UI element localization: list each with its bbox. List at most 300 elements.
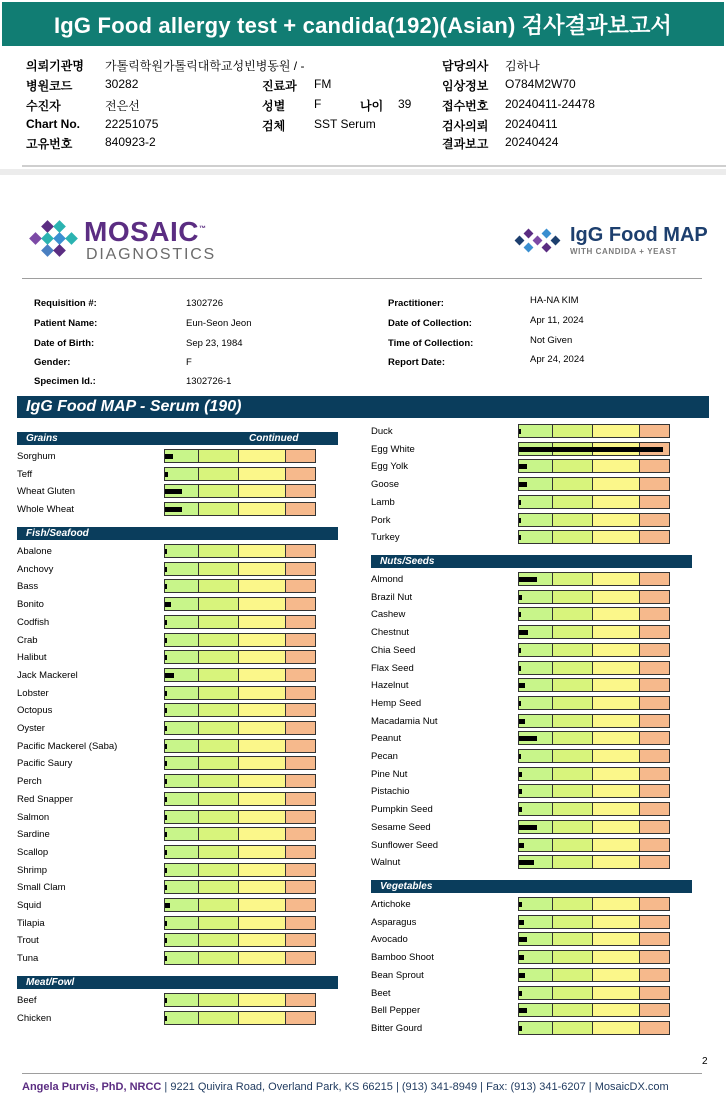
bar-zone: [593, 573, 640, 585]
bar-zone: [286, 793, 315, 805]
header-field-value: 20240424: [505, 135, 559, 149]
bar-zone: [553, 768, 593, 780]
bar-zone: [593, 697, 640, 709]
header-field-value: 30282: [105, 77, 139, 91]
igg-level-bar: [518, 1003, 670, 1017]
bar-zone: [286, 545, 315, 557]
bar-zone: [239, 687, 286, 699]
igg-level-fill: [165, 454, 173, 459]
bar-zone: [640, 478, 669, 490]
food-item-label: Goose: [371, 479, 399, 491]
patient-info-value: Eun-Seon Jeon: [186, 318, 252, 329]
igg-level-bar: [164, 863, 316, 877]
igg-level-bar: [518, 915, 670, 929]
bar-zone: [199, 687, 239, 699]
bar-zone: [165, 722, 199, 734]
bar-zone: [239, 899, 286, 911]
bar-zone: [286, 563, 315, 575]
food-item-label: Pacific Mackerel (Saba): [17, 740, 118, 752]
header-field-label: 검사의뢰: [442, 119, 489, 133]
igg-level-fill: [165, 549, 167, 554]
bar-zone: [593, 916, 640, 928]
bar-zone: [553, 626, 593, 638]
bar-zone: [239, 881, 286, 893]
igg-level-bar: [164, 502, 316, 516]
igg-level-bar: [164, 993, 316, 1007]
igg-level-fill: [519, 648, 521, 653]
igg-level-bar: [164, 916, 316, 930]
igg-level-fill: [165, 638, 167, 643]
igg-level-fill: [165, 797, 167, 802]
bar-zone: [199, 740, 239, 752]
bar-zone: [286, 598, 315, 610]
igg-level-bar: [164, 650, 316, 664]
bar-zone: [199, 846, 239, 858]
igg-level-bar: [518, 838, 670, 852]
bar-zone: [286, 634, 315, 646]
igg-level-bar: [518, 607, 670, 621]
igg-level-fill: [519, 789, 522, 794]
bar-zone: [286, 503, 315, 515]
bar-zone: [199, 811, 239, 823]
diagnostics-wordmark: DIAGNOSTICS: [86, 246, 217, 263]
bar-zone: [519, 898, 553, 910]
igg-level-bar: [518, 932, 670, 946]
category-title: Fish/Seafood: [26, 528, 89, 539]
food-item-label: Artichoke: [371, 899, 411, 910]
food-item-label: Codfish: [17, 616, 50, 628]
header-field-label: 접수번호: [442, 99, 489, 113]
category-title: Nuts/Seeds: [380, 556, 435, 567]
igg-level-fill: [165, 655, 167, 660]
bar-zone: [593, 591, 640, 603]
bar-zone: [640, 460, 669, 472]
bar-zone: [593, 662, 640, 674]
food-item-label: Bass: [17, 581, 39, 593]
igg-level-fill: [519, 612, 521, 617]
igg-level-fill: [165, 868, 167, 873]
bar-zone: [553, 662, 593, 674]
igg-level-bar: [164, 449, 316, 463]
bar-zone: [640, 951, 669, 963]
food-item-label: Pine Nut: [371, 768, 408, 780]
bar-zone: [199, 952, 239, 964]
bar-zone: [553, 591, 593, 603]
category-header-nuts: [371, 555, 692, 568]
bar-zone: [640, 969, 669, 981]
bar-zone: [199, 722, 239, 734]
igg-level-bar: [164, 1011, 316, 1025]
bar-zone: [165, 757, 199, 769]
igg-level-fill: [165, 779, 167, 784]
food-item-label: Bonito: [17, 599, 44, 611]
patient-info-label: Date of Collection:: [388, 318, 472, 329]
bar-zone: [640, 715, 669, 727]
food-item-label: Turkey: [371, 532, 400, 544]
bar-zone: [199, 793, 239, 805]
category-title: Vegetables: [380, 881, 433, 892]
igg-level-bar: [518, 855, 670, 869]
bar-zone: [640, 573, 669, 585]
igg-level-bar: [518, 625, 670, 639]
bar-zone: [239, 616, 286, 628]
patient-info-value: Apr 11, 2024: [530, 315, 584, 326]
food-item-label: Scallop: [17, 846, 49, 858]
food-item-label: Small Clam: [17, 882, 66, 894]
bar-zone: [199, 580, 239, 592]
bar-zone: [593, 679, 640, 691]
bar-zone: [239, 828, 286, 840]
footer-contact: | 9221 Quivira Road, Overland Park, KS 66215 | (913) 341-8949 | Fax: (913) 341-6207 | MosaicDX.com: [161, 1081, 669, 1093]
bar-zone: [199, 994, 239, 1006]
bar-zone: [165, 651, 199, 663]
bar-zone: [519, 839, 553, 851]
bar-zone: [593, 644, 640, 656]
food-item-label: Lobster: [17, 687, 49, 699]
bar-zone: [640, 644, 669, 656]
igg-level-fill: [519, 429, 521, 434]
bar-zone: [239, 775, 286, 787]
bar-zone: [640, 750, 669, 762]
igg-level-bar: [518, 590, 670, 604]
bar-zone: [640, 933, 669, 945]
food-item-label: Wheat Gluten: [17, 486, 76, 498]
header-field-label: 결과보고: [442, 137, 489, 151]
bar-zone: [593, 987, 640, 999]
bar-zone: [199, 757, 239, 769]
igg-level-fill: [519, 973, 525, 978]
igg-level-bar: [518, 820, 670, 834]
bar-zone: [519, 531, 553, 543]
mosaic-wordmark: MOSAIC™: [84, 216, 207, 247]
igg-level-bar: [518, 442, 670, 456]
bar-zone: [553, 987, 593, 999]
food-item-label: Bitter Gourd: [371, 1022, 423, 1034]
bar-zone: [239, 952, 286, 964]
bar-zone: [553, 839, 593, 851]
bar-zone: [553, 573, 593, 585]
igg-level-fill: [519, 991, 522, 996]
bar-zone: [165, 740, 199, 752]
igg-level-bar: [164, 898, 316, 912]
igg-level-fill: [519, 482, 527, 487]
header-field-label: 담당의사: [442, 59, 489, 73]
bar-zone: [286, 994, 315, 1006]
bar-zone: [239, 503, 286, 515]
igg-level-fill: [165, 620, 167, 625]
bar-zone: [286, 775, 315, 787]
bar-zone: [239, 580, 286, 592]
footer-name: Angela Purvis, PhD, NRCC: [22, 1081, 162, 1093]
igg-level-fill: [519, 772, 522, 777]
igg-level-bar: [164, 579, 316, 593]
food-item-label: Lamb: [371, 496, 395, 508]
bar-zone: [286, 917, 315, 929]
igg-level-bar: [164, 951, 316, 965]
igg-level-bar: [518, 784, 670, 798]
bar-zone: [593, 514, 640, 526]
igg-level-fill: [165, 1016, 167, 1021]
bar-zone: [593, 608, 640, 620]
bar-zone: [199, 917, 239, 929]
bar-zone: [165, 864, 199, 876]
bar-zone: [239, 704, 286, 716]
bar-zone: [239, 846, 286, 858]
bar-zone: [286, 828, 315, 840]
food-item-label: Whole Wheat: [17, 504, 75, 516]
patient-info-value: 1302726-1: [186, 376, 232, 387]
bar-zone: [239, 793, 286, 805]
bar-zone: [165, 563, 199, 575]
food-item-label: Chicken: [17, 1012, 52, 1024]
igg-level-bar: [518, 678, 670, 692]
igg-level-fill: [165, 885, 167, 890]
bar-zone: [165, 704, 199, 716]
bar-zone: [239, 485, 286, 497]
food-item-label: Teff: [17, 468, 33, 480]
bar-zone: [640, 697, 669, 709]
bar-zone: [553, 425, 593, 437]
bar-zone: [286, 846, 315, 858]
bar-zone: [593, 821, 640, 833]
igg-level-bar: [164, 827, 316, 841]
bar-zone: [593, 1022, 640, 1034]
bar-zone: [165, 846, 199, 858]
header-field-label: 수진자: [26, 99, 61, 113]
bar-zone: [553, 679, 593, 691]
igg-level-bar: [518, 714, 670, 728]
bar-zone: [593, 898, 640, 910]
igg-level-fill: [165, 938, 167, 943]
bar-zone: [199, 1012, 239, 1024]
bar-zone: [239, 563, 286, 575]
food-item-label: Crab: [17, 634, 38, 646]
food-item-label: Tuna: [17, 953, 39, 965]
bar-zone: [199, 899, 239, 911]
page-number: 2: [702, 1056, 708, 1067]
bar-zone: [593, 969, 640, 981]
bar-zone: [640, 531, 669, 543]
bar-zone: [239, 651, 286, 663]
igg-level-fill: [519, 1026, 522, 1031]
bar-zone: [640, 608, 669, 620]
bar-zone: [519, 697, 553, 709]
igg-level-fill: [519, 701, 521, 706]
bar-zone: [553, 969, 593, 981]
header-field-value: 20240411: [505, 117, 558, 131]
bar-zone: [286, 687, 315, 699]
igg-level-bar: [518, 897, 670, 911]
bar-zone: [640, 732, 669, 744]
header-field-value: 전은선: [105, 99, 140, 113]
bar-zone: [553, 785, 593, 797]
category-title: Grains: [26, 433, 58, 444]
food-item-label: Bamboo Shoot: [371, 952, 434, 964]
igg-food-map-logo-icon: [514, 226, 566, 256]
igg-level-bar: [164, 633, 316, 647]
igg-level-fill: [165, 507, 182, 512]
bar-zone: [519, 750, 553, 762]
bar-zone: [165, 899, 199, 911]
bar-zone: [165, 811, 199, 823]
bar-zone: [199, 545, 239, 557]
bar-zone: [640, 987, 669, 999]
bar-zone: [199, 450, 239, 462]
igg-level-fill: [519, 807, 522, 812]
bar-zone: [519, 803, 553, 815]
bar-zone: [519, 785, 553, 797]
food-item-label: Duck: [371, 426, 393, 437]
header-field-label: 진료과: [262, 79, 297, 93]
bar-zone: [640, 839, 669, 851]
igg-level-bar: [518, 802, 670, 816]
header-field-value: 김하나: [505, 59, 540, 73]
food-item-label: Trout: [17, 935, 39, 947]
header-field-label: 검체: [262, 119, 286, 133]
bar-zone: [553, 478, 593, 490]
patient-info-label: Date of Birth:: [34, 338, 95, 349]
header-field-value: F: [314, 97, 322, 111]
bar-zone: [593, 785, 640, 797]
igg-level-bar: [518, 731, 670, 745]
igg-level-bar: [518, 696, 670, 710]
category-header-grains: [17, 432, 338, 445]
igg-level-bar: [518, 477, 670, 491]
bar-zone: [199, 651, 239, 663]
patient-info-value: Sep 23, 1984: [186, 338, 243, 349]
bar-zone: [593, 839, 640, 851]
food-item-label: Jack Mackerel: [17, 669, 78, 681]
bar-zone: [593, 460, 640, 472]
bar-zone: [286, 864, 315, 876]
igg-level-fill: [519, 843, 524, 848]
patient-info-value: Apr 24, 2024: [530, 354, 585, 365]
food-item-label: Bean Sprout: [371, 969, 424, 981]
bar-zone: [165, 687, 199, 699]
bar-zone: [640, 1004, 669, 1016]
bar-zone: [553, 496, 593, 508]
food-item-label: Avocado: [371, 934, 408, 946]
igg-level-bar: [518, 1021, 670, 1035]
patient-info-label: Gender:: [34, 357, 71, 368]
food-item-label: Sesame Seed: [371, 821, 431, 833]
igg-level-fill: [519, 902, 522, 907]
bar-zone: [553, 608, 593, 620]
igg-level-bar: [518, 661, 670, 675]
igg-level-fill: [165, 744, 167, 749]
bar-zone: [640, 768, 669, 780]
bar-zone: [199, 669, 239, 681]
igg-level-fill: [165, 673, 174, 678]
bar-zone: [165, 917, 199, 929]
category-header-veg: [371, 880, 692, 893]
igg-level-bar: [164, 467, 316, 481]
bar-zone: [286, 740, 315, 752]
bar-zone: [593, 478, 640, 490]
food-item-label: Pecan: [371, 751, 398, 762]
header-field-value: 가톨릭학원가톨릭대학교성빈병동원 / -: [105, 59, 305, 73]
bar-zone: [553, 1004, 593, 1016]
bar-zone: [165, 994, 199, 1006]
patient-info-label: Specimen Id.:: [34, 376, 96, 387]
igg-level-bar: [164, 721, 316, 735]
igg-level-fill: [519, 920, 524, 925]
bar-zone: [593, 531, 640, 543]
header-field-label: 나이: [360, 99, 384, 113]
bar-zone: [165, 881, 199, 893]
igg-level-bar: [164, 845, 316, 859]
igg-level-fill: [519, 955, 524, 960]
bar-zone: [553, 821, 593, 833]
igg-level-fill: [519, 736, 537, 741]
food-item-label: Peanut: [371, 733, 402, 745]
patient-info-label: Requisition #:: [34, 298, 97, 309]
igg-level-bar: [518, 968, 670, 982]
bar-zone: [199, 616, 239, 628]
igg-level-fill: [519, 630, 528, 635]
bar-zone: [519, 662, 553, 674]
igg-level-fill: [165, 903, 170, 908]
food-item-label: Almond: [371, 574, 404, 585]
bar-zone: [199, 704, 239, 716]
bar-zone: [593, 496, 640, 508]
bar-zone: [640, 898, 669, 910]
igg-level-bar: [164, 739, 316, 753]
bar-zone: [286, 450, 315, 462]
igg-level-fill: [519, 719, 525, 724]
bar-zone: [553, 644, 593, 656]
igg-level-bar: [164, 686, 316, 700]
igg-level-fill: [165, 489, 182, 494]
food-item-label: Abalone: [17, 546, 52, 557]
igg-level-bar: [518, 459, 670, 473]
bar-zone: [239, 934, 286, 946]
bar-zone: [239, 669, 286, 681]
bar-zone: [286, 811, 315, 823]
bar-zone: [199, 503, 239, 515]
food-item-label: Beet: [371, 987, 391, 999]
bar-zone: [286, 485, 315, 497]
bar-zone: [593, 715, 640, 727]
igg-level-bar: [518, 495, 670, 509]
food-item-label: Salmon: [17, 811, 50, 823]
food-item-label: Shrimp: [17, 864, 48, 876]
header-field-value: 20240411-24478: [505, 97, 595, 111]
bar-zone: [239, 740, 286, 752]
food-item-label: Pumpkin Seed: [371, 804, 433, 816]
bar-zone: [519, 591, 553, 603]
food-item-label: Hemp Seed: [371, 697, 422, 709]
bar-zone: [239, 811, 286, 823]
igg-level-bar: [518, 986, 670, 1000]
bar-zone: [199, 485, 239, 497]
igg-level-fill: [519, 825, 537, 830]
bar-zone: [553, 732, 593, 744]
bar-zone: [199, 864, 239, 876]
igg-level-fill: [519, 754, 521, 759]
food-item-label: Sardine: [17, 829, 50, 841]
igg-level-bar: [164, 880, 316, 894]
header-field-value: O784M2W70: [505, 77, 576, 91]
bar-zone: [199, 881, 239, 893]
bar-zone: [165, 793, 199, 805]
bar-zone: [519, 768, 553, 780]
igg-level-fill: [165, 584, 167, 589]
bar-zone: [286, 580, 315, 592]
section-title: IgG Food MAP - Serum (190): [17, 396, 709, 418]
header-field-label: 임상정보: [442, 79, 489, 93]
bar-zone: [239, 1012, 286, 1024]
